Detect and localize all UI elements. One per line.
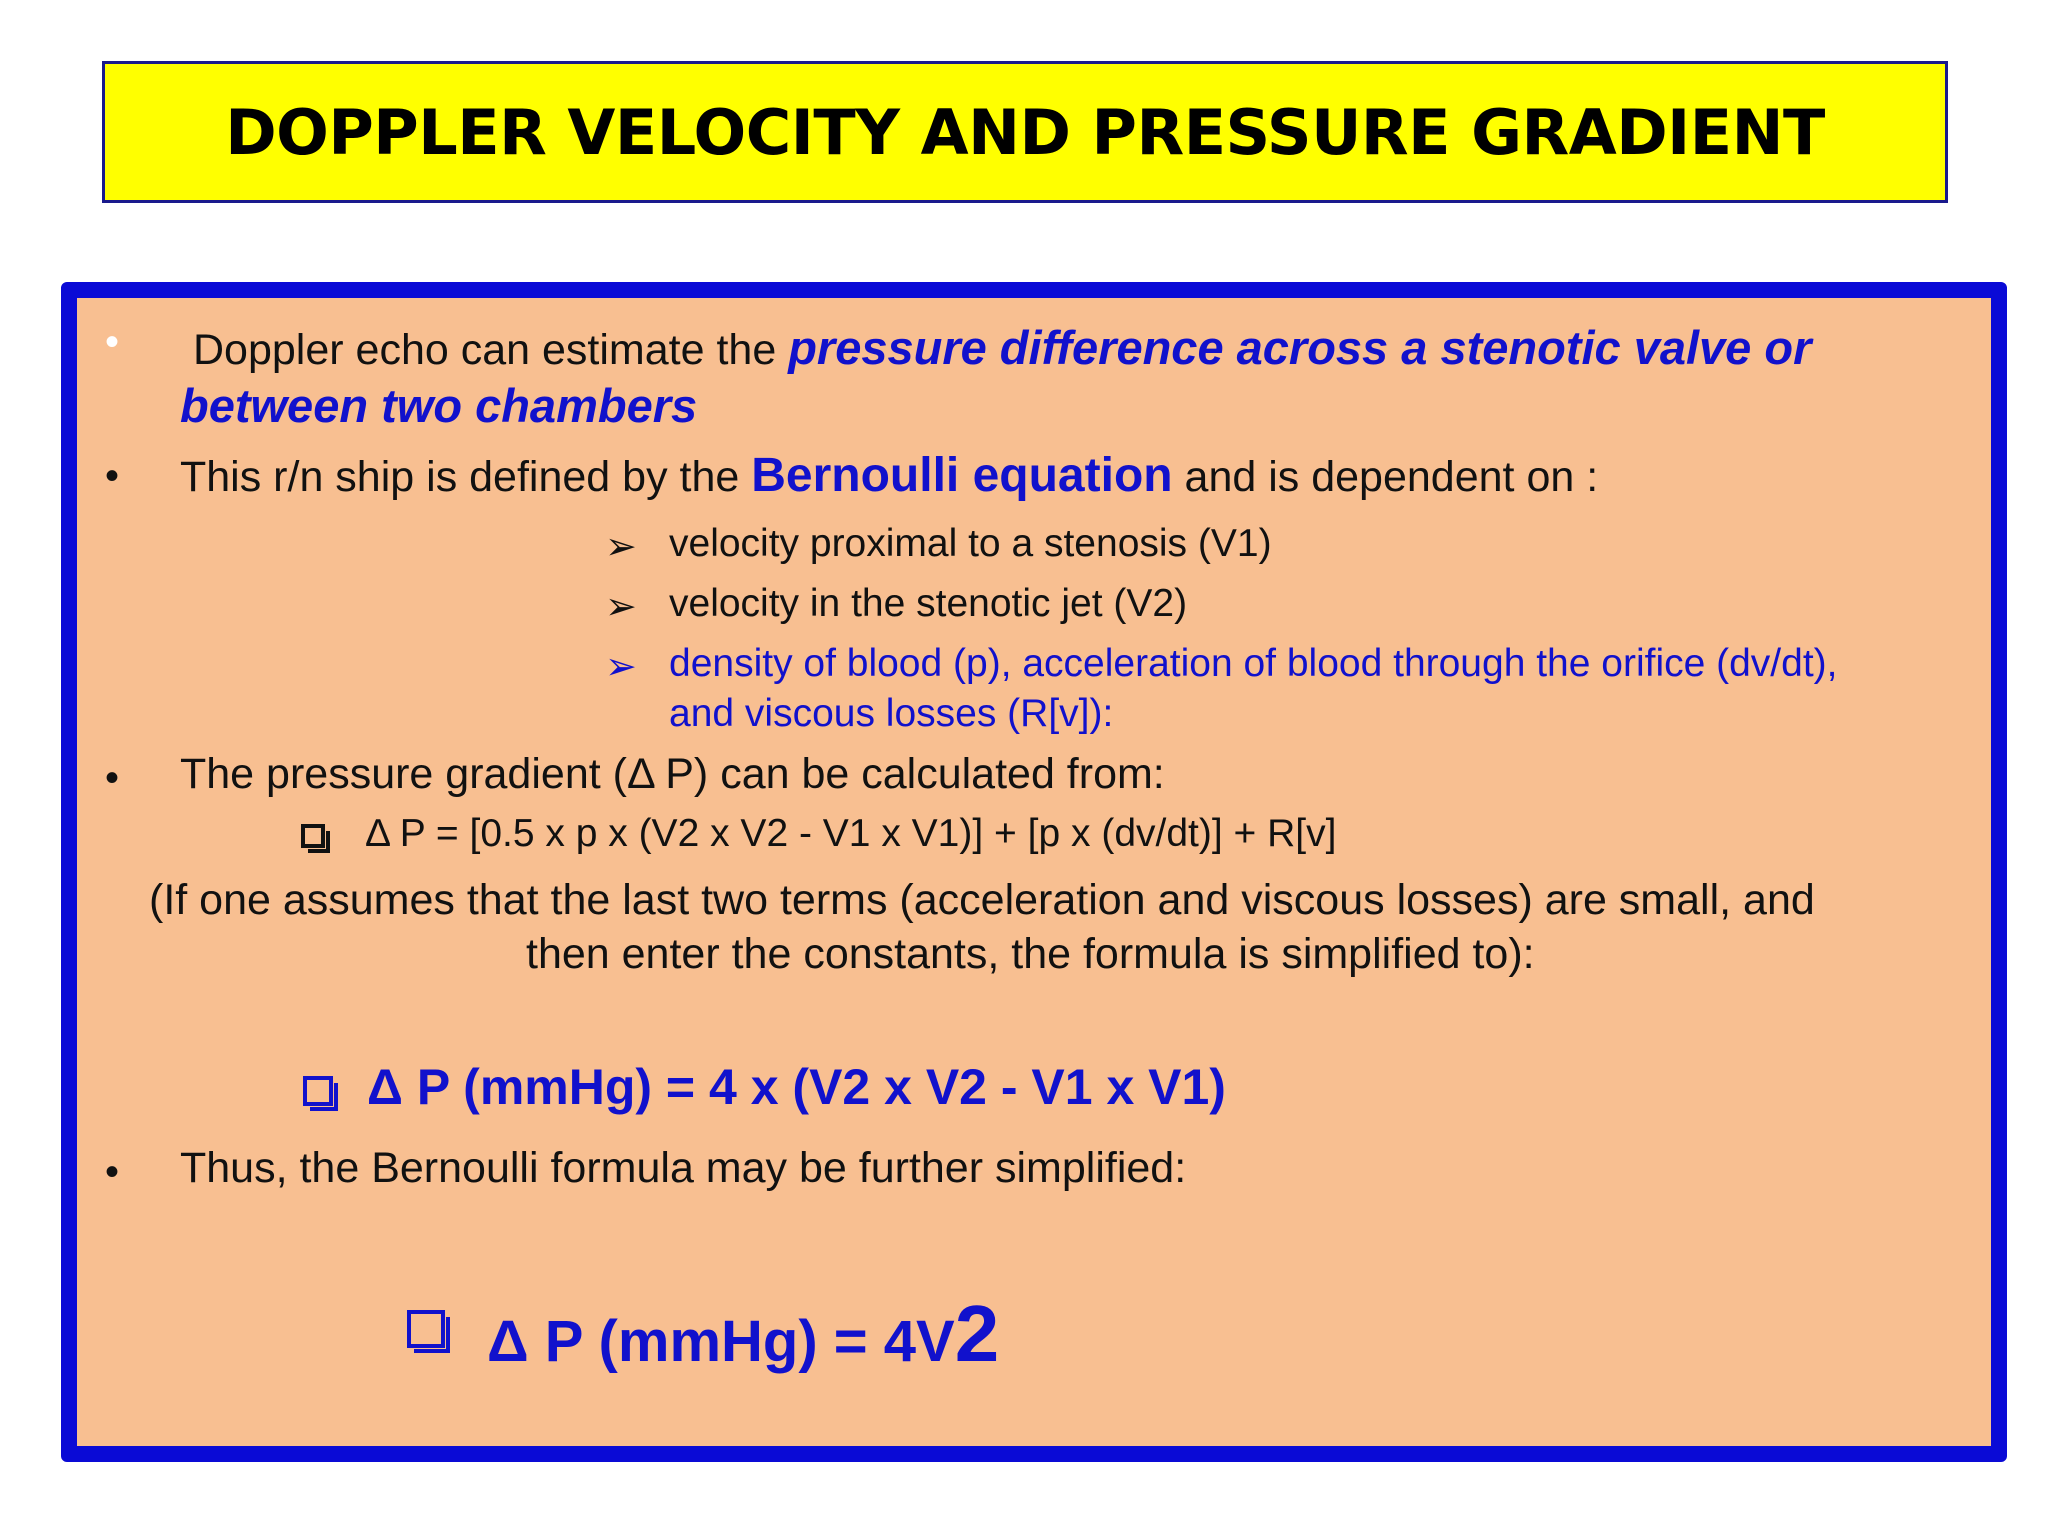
bullet-2-tail: and is dependent on : [1172,453,1599,501]
arrow-bullet-icon: ➢ [605,586,637,628]
assumption-note-line-1: (If one assumes that the last two terms (acceleration and viscous losses) are small, and [149,876,1815,924]
final-formula-main: Δ P (mmHg) = 4V [487,1309,955,1374]
bullet-2-line [180,448,1598,503]
checkbox-bullet-icon [407,1310,445,1348]
checkbox-bullet-icon [301,824,325,848]
bullet-dot: • [105,756,120,800]
assumption-note-line-2: then enter the constants, the formula is simplified to): [526,930,1535,978]
simplified-formula: Δ P (mmHg) = 4 x (V2 x V2 - V1 x V1) [367,1059,1226,1115]
title-banner [102,61,1948,203]
final-formula [487,1288,999,1380]
checkbox-bullet-icon [303,1076,333,1106]
bullet-dot: • [105,454,120,498]
sub-item-v1: velocity proximal to a stenosis (V1) [669,522,1272,565]
sub-item-density: density of blood (p), acceleration of blood through the orifice (dv/dt), [669,642,1838,685]
bullet-1-line-1 [193,320,1811,375]
bullet-1-line-2 [180,378,697,433]
sub-item-viscous: and viscous losses (R[v]): [669,692,1114,735]
final-formula-exponent: 2 [954,1289,1000,1378]
bullet-1-emphasis-1: pressure difference across a stenotic valve or [788,321,1812,374]
arrow-bullet-icon: ➢ [605,526,637,568]
bullet-3-text: The pressure gradient (Δ P) can be calculated from: [180,750,1165,798]
arrow-bullet-icon: ➢ [605,646,637,688]
page-title: DOPPLER VELOCITY AND PRESSURE GRADIENT [225,95,1825,169]
full-bernoulli-formula: Δ P = [0.5 x p x (V2 x V2 - V1 x V1)] + [p x (dv/dt)] + R[v] [365,812,1337,855]
bullet-dot: • [105,1150,120,1194]
bernoulli-equation-label: Bernoulli equation [751,449,1173,502]
bullet-4-text: Thus, the Bernoulli formula may be further simplified: [180,1144,1187,1192]
content-panel [61,282,2007,1462]
bullet-1-lead: Doppler echo can estimate the [193,326,789,374]
bullet-1-emphasis-2: between two chambers [180,379,698,432]
bullet-2-lead: This r/n ship is defined by the [180,453,752,501]
bullet-dot: • [105,320,120,364]
sub-item-v2: velocity in the stenotic jet (V2) [669,582,1188,625]
